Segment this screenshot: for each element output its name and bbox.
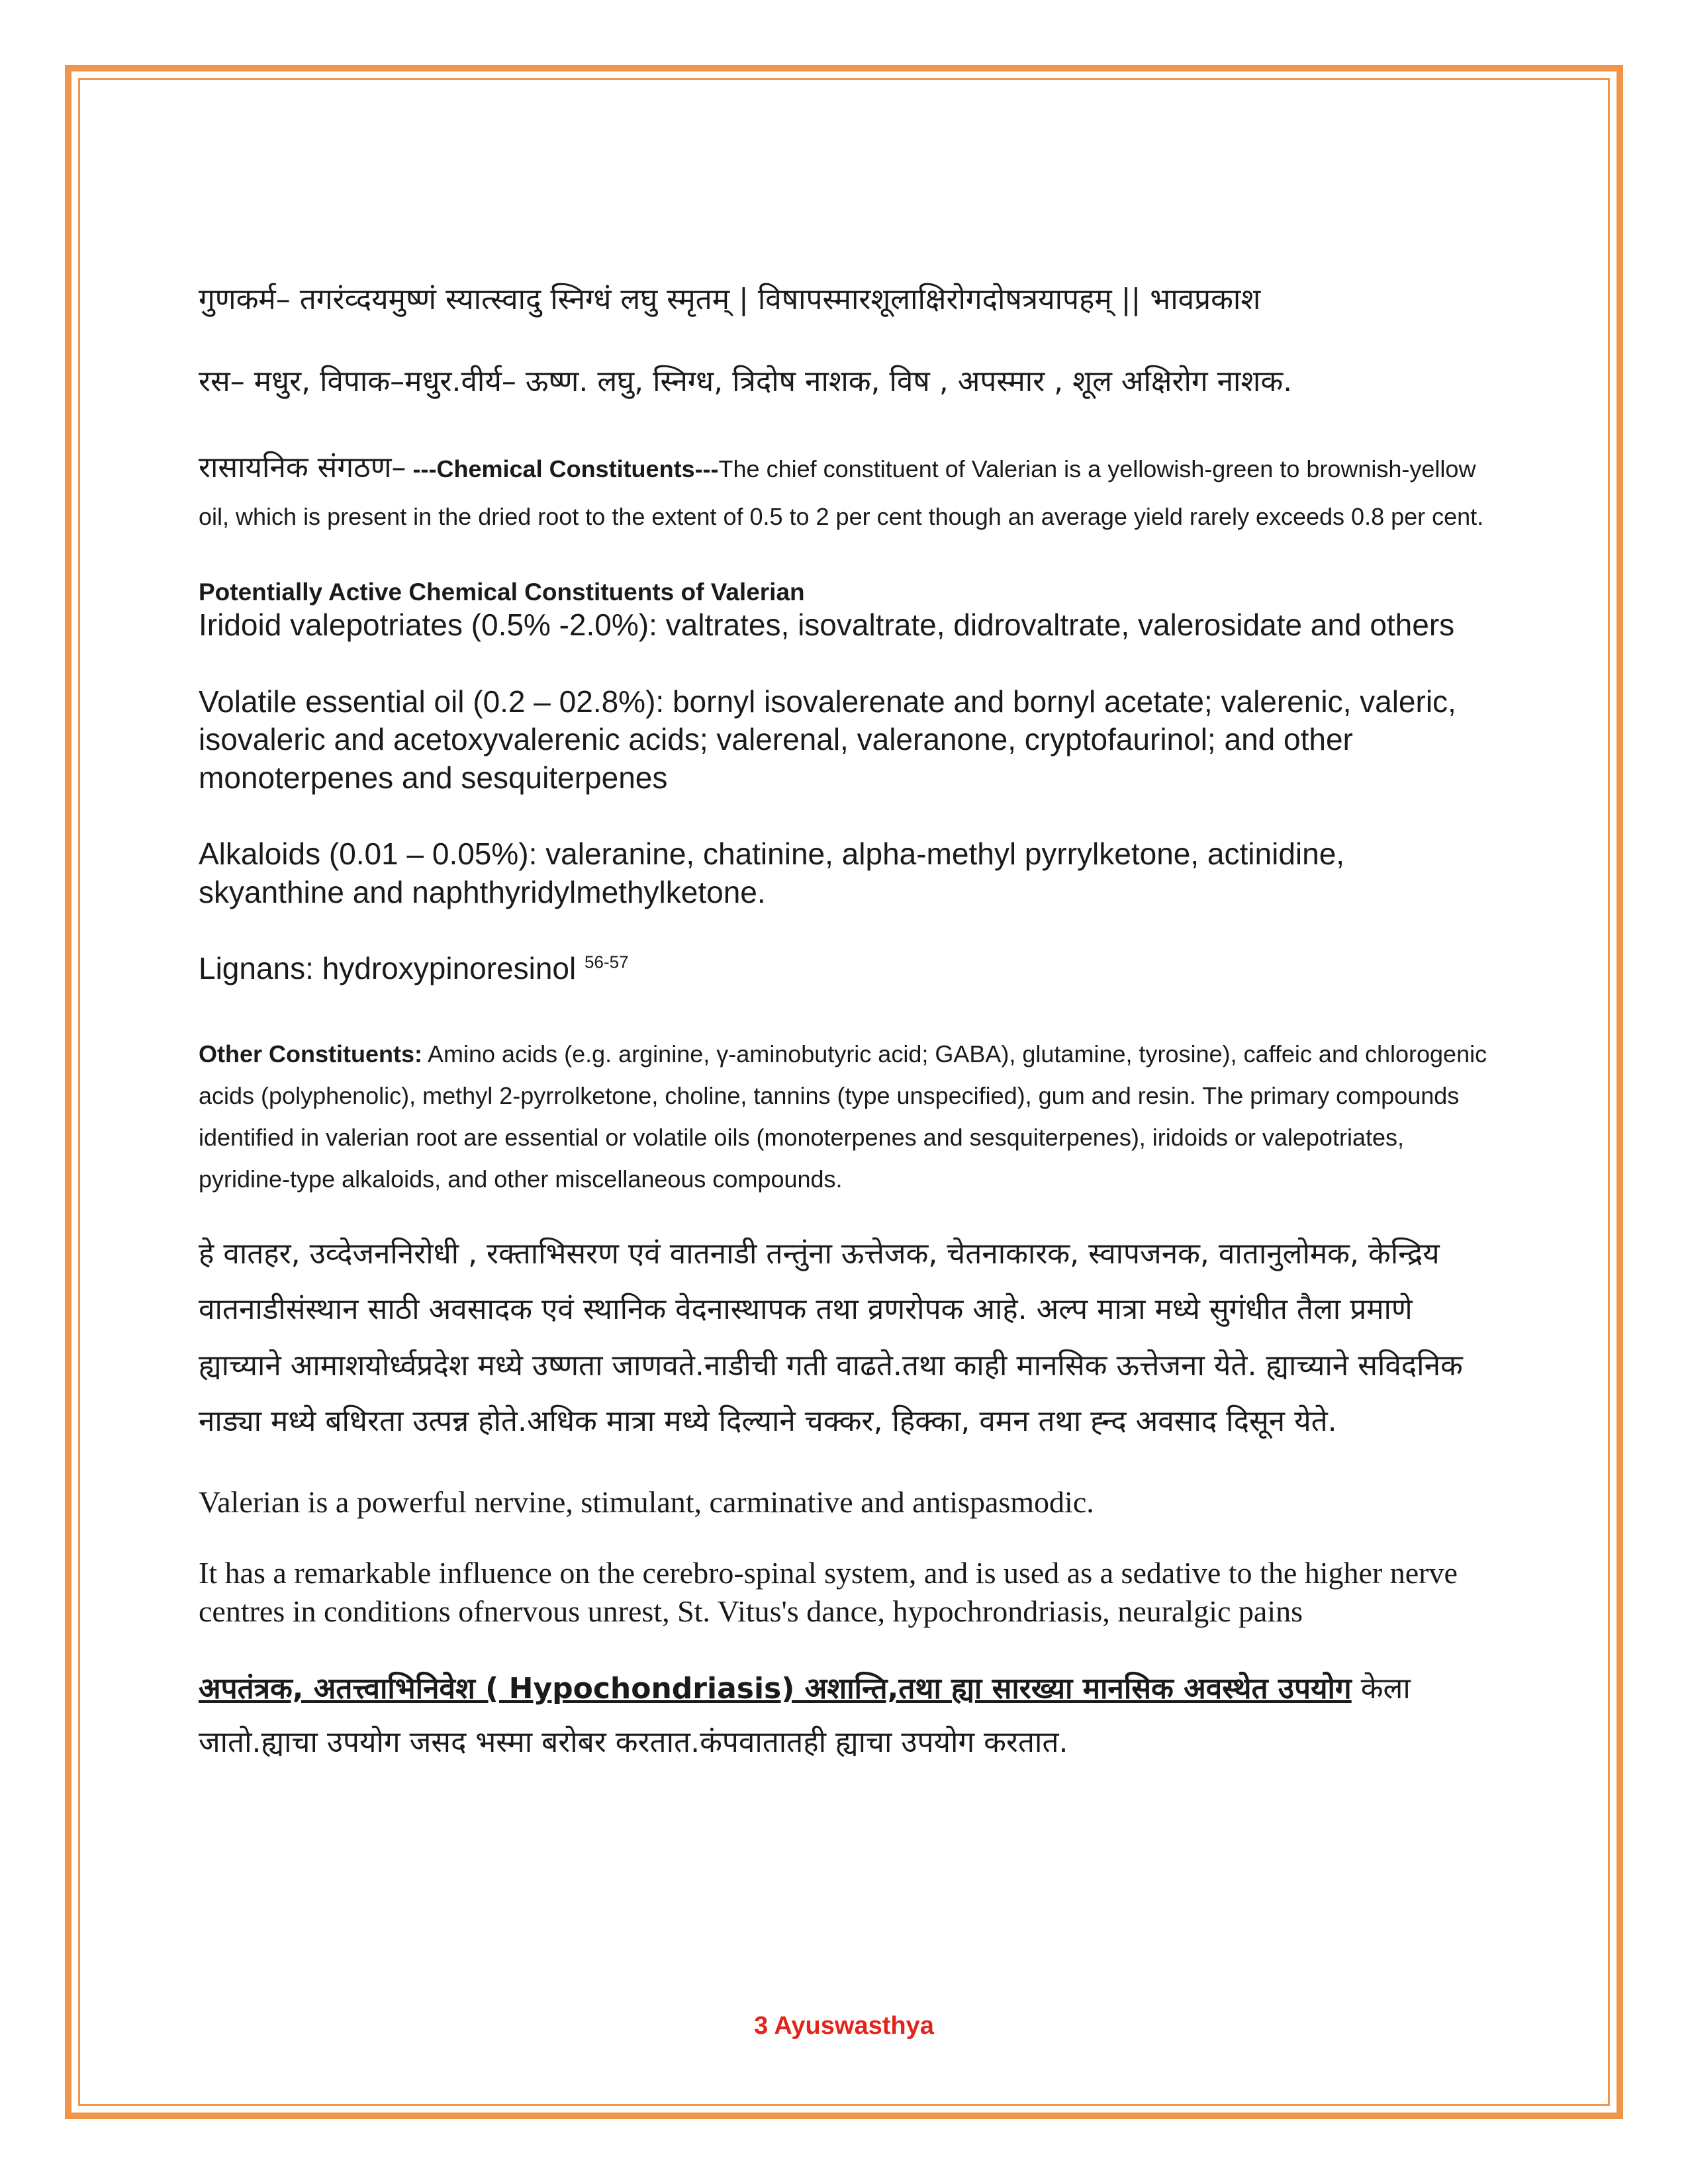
final-paragraph <box>199 1662 1496 1770</box>
potential-item-3: Alkaloids (0.01 – 0.05%): valeranine, chatinine, alpha-methyl pyrrylketone, actinidine, skyanthine and naphthyridylmethylketone. <box>199 837 1345 909</box>
gunakarma-paragraph <box>199 271 1496 328</box>
rasayanik-label: रासायनिक संगठण– <box>199 450 406 484</box>
lignans-reference: 56-57 <box>585 952 629 972</box>
rasayanik-text: The chief constituent of Valerian is a yellowish-green to brownish-yellow oil, which is present in the dried root to the extent of 0.5 to 2 per cent though an average yield rarely exceeds 0.8 per cent. <box>199 455 1484 531</box>
english-line-1: Valerian is a powerful nervine, stimulant, carminative and antispasmodic. <box>199 1484 1094 1519</box>
other-constituents-text: Amino acids (e.g. arginine, γ-aminobutyric acid; GABA), glutamine, tyrosine), caffeic and chlorogenic acids (polyphenolic), methyl 2-pyrrolketone, choline, tannins (type unspecified), gum and resin. The primary compounds identified in valerian root are essential or volatile oils (monoterpenes and sesquiterpenes), iridoids or valepotriates, pyridine-type alkaloids, and other miscellaneous compounds. <box>199 1040 1487 1193</box>
potential-heading: Potentially Active Chemical Constituents of Valerian <box>199 578 805 606</box>
english-line-2: It has a remarkable influence on the cerebro-spinal system, and is used as a sedative to the higher nerve centres in conditions ofnervous unrest, St. Vitus's dance, hypochrondriasis, neuralgic pains <box>199 1556 1458 1628</box>
other-constituents-paragraph <box>199 1033 1496 1200</box>
potential-item-1: Iridoid valepotriates (0.5% -2.0%): valtrates, isovaltrate, didrovaltrate, valerosidate and others <box>199 608 1455 643</box>
final-underlined-text: अपतंत्रक, अतत्त्वाभिनिवेश ( Hypochondriasis) अशान्ति,तथा ह्या सारख्या मानसिक अवस्थेत उपयोग <box>199 1672 1352 1706</box>
page-content <box>199 271 1496 1770</box>
gunakarma-text: तगरंव्दयमुष्णं स्यात्स्वादु स्निग्धं लघु स्मृतम् | विषापस्मारशूलाक्षिरोगदोषत्रयापहम् || भावप्रकाश <box>290 283 1261 316</box>
page-footer: 3 Ayuswasthya <box>754 2012 934 2040</box>
lignans-text: Lignans: hydroxypinoresinol <box>199 951 585 986</box>
lignans-line <box>199 950 1496 988</box>
final-rest-text: केला जातो.ह्याचा उपयोग जसद भस्मा बरोबर करतात.कंपवातातही ह्याचा उपयोग करतात. <box>199 1672 1411 1760</box>
potential-item-2: Volatile essential oil (0.2 – 02.8%): bornyl isovalerenate and bornyl acetate; valerenic, valeric, isovaleric and acetoxyvalerenic acids; valerenal, valeranone, cryptofaurinol; and other monoterpenes and sesquiterpenes <box>199 684 1456 795</box>
rasayanik-paragraph <box>199 439 1496 539</box>
chemical-constituents-heading: ---Chemical Constituents--- <box>406 455 719 482</box>
rasa-label: रस– <box>199 364 245 398</box>
gunakarma-label: गुणकर्म– <box>199 283 291 316</box>
rasa-paragraph <box>199 353 1496 410</box>
marathi-paragraph: हे वातहर, उव्देजननिरोधी , रक्ताभिसरण एवं वातनाडी तन्तुंना ऊत्तेजक, चेतनाकारक, स्वापजनक, वातानुलोमक, केन्द्रिय वातनाडीसंस्थान साठी अवसादक एवं स्थानिक वेदनास्थापक तथा व्रणरोपक आहे. अल्प मात्रा मध्ये सुगंधीत तैला प्रमाणे ह्याच्याने आमाशयोर्ध्वप्रदेश मध्ये उष्णता जाणवते.नाडीची गती वाढते.तथा काही मानसिक ऊत्तेजना येते. ह्याच्याने सविदनिक नाड्या मध्ये बधिरता उत्पन्न होते.अधिक मात्रा मध्ये दिल्याने चक्कर, हिक्का, वमन तथा ह्न्द अवसाद दिसून येते. <box>199 1236 1463 1439</box>
other-constituents-label: Other Constituents: <box>199 1040 422 1068</box>
rasa-text: मधुर, विपाक–मधुर.वीर्य– ऊष्ण. लघु, स्निग्ध, त्रिदोष नाशक, विष , अपस्मार , शूल अक्षिरोग नाशक. <box>244 364 1293 398</box>
